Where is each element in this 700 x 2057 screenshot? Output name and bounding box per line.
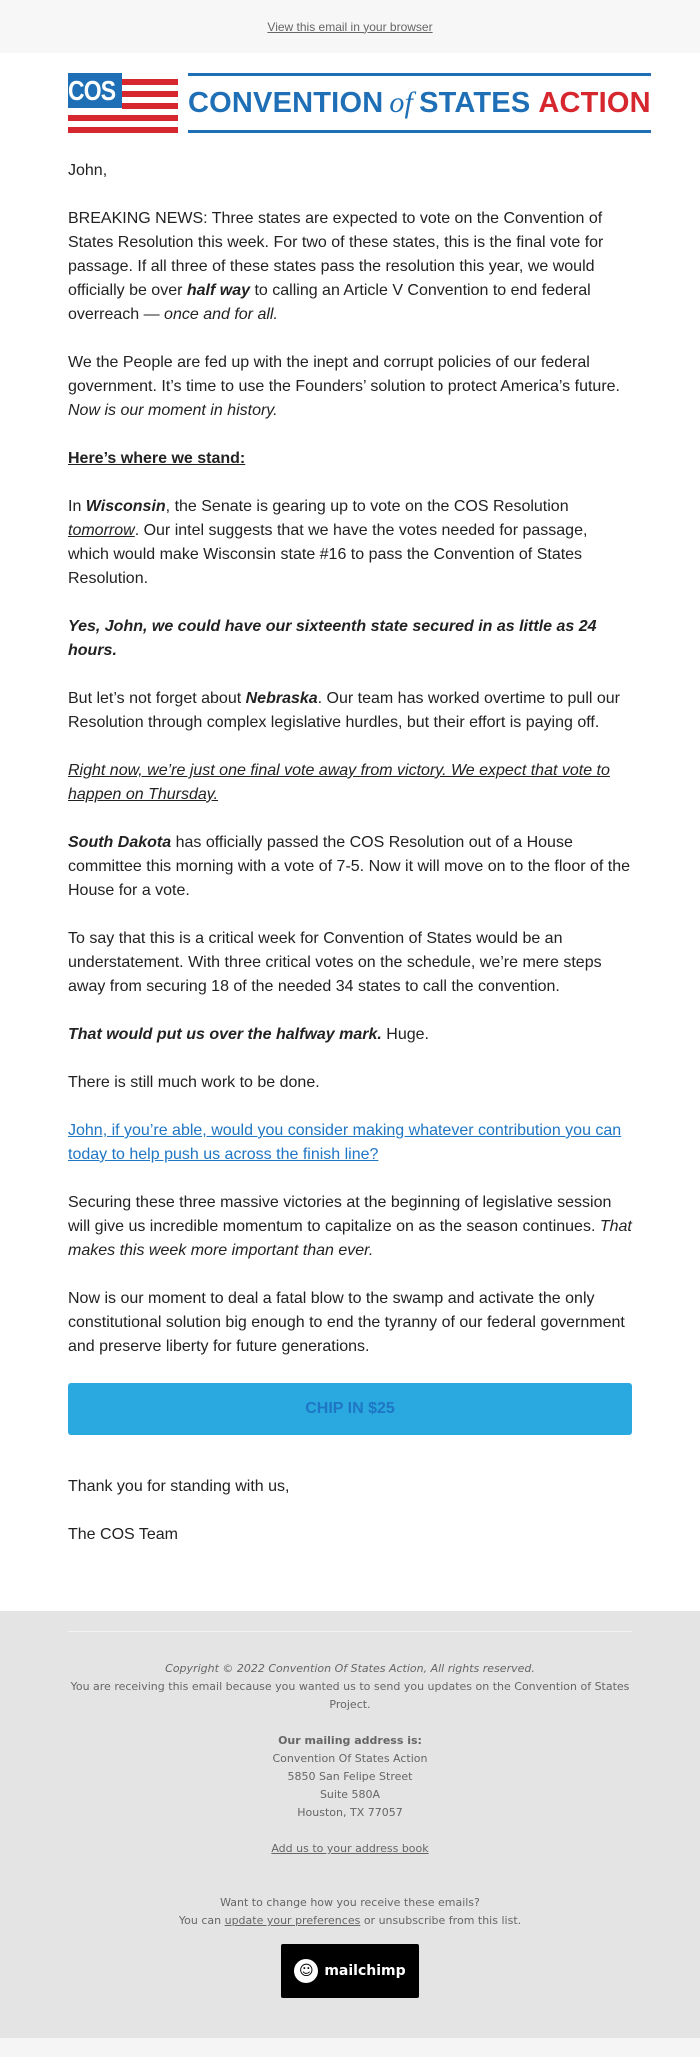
footer-copyright: Copyright © 2022 Convention Of States Action, All rights reserved. [165, 1662, 535, 1675]
greeting: John, [68, 162, 108, 179]
email-body [0, 53, 700, 1611]
paragraph-fatal-blow: Now is our moment to deal a fatal blow to the swamp and activate the only constitutional solution big enough to end the tyranny of our federal government and preserve liberty for future generations. [68, 1290, 625, 1355]
paragraph-final-vote: Right now, we’re just one final vote away from victory. We expect that vote to happen on Thursday. [68, 762, 610, 803]
paragraph-contribution-ask [68, 1119, 632, 1167]
signoff: The COS Team [68, 1526, 178, 1543]
address-line: Convention Of States Action [272, 1752, 428, 1765]
contribution-link[interactable]: John, if you’re able, would you consider making whatever contribution you can today to help push us across the finish line? [68, 1122, 622, 1163]
topbar [0, 0, 700, 53]
paragraph-we-the-people: We the People are fed up with the inept and corrupt policies of our federal government. It’s time to use the Founders’ solution to protect America’s future. Now is our moment in history. [68, 354, 620, 419]
view-in-browser-link[interactable]: View this email in your browser [267, 19, 433, 34]
address-line: 5850 San Felipe Street [287, 1770, 413, 1783]
wordmark-action: ACTION [538, 86, 651, 119]
footer-change-prompt: Want to change how you receive these emails? [220, 1896, 480, 1909]
flag-cos-text: COS [68, 75, 116, 106]
wordmark-convention: CONVENTION [188, 86, 384, 119]
paragraph-sixteenth-state: Yes, John, we could have our sixteenth state secured in as little as 24 hours. [68, 618, 597, 659]
address-line: Houston, TX 77057 [297, 1806, 403, 1819]
add-to-address-book-link[interactable]: Add us to your address book [271, 1842, 429, 1855]
bottom-strip [0, 2038, 700, 2057]
brand-logo[interactable] [68, 73, 651, 133]
chip-in-button[interactable]: CHIP IN $25 [68, 1383, 632, 1435]
flag-logo-icon [68, 73, 178, 133]
mailing-address-label: Our mailing address is: [278, 1734, 422, 1747]
brand-wordmark [188, 73, 651, 133]
paragraph-much-work: There is still much work to be done. [68, 1074, 320, 1091]
section-heading-where-we-stand: Here’s where we stand: [68, 450, 246, 467]
mailchimp-label: mailchimp [324, 1963, 406, 1979]
footer [0, 1611, 700, 2038]
mailchimp-badge[interactable] [281, 1944, 419, 1998]
paragraph-critical-week: To say that this is a critical week for Convention of States would be an understatement. With three critical votes on the schedule, we’re mere steps away from securing 18 of the needed 34 states to call the convention. [68, 930, 602, 995]
paragraph-wisconsin: In Wisconsin, the Senate is gearing up to vote on the COS Resolution tomorrow. Our intel suggests that we have the votes needed for passage, which would make Wisconsin state #16 to pass the Convention of States Resolution. [68, 498, 588, 587]
wordmark-states: STATES [419, 86, 531, 119]
footer-divider [68, 1631, 632, 1632]
paragraph-south-dakota: South Dakota has officially passed the COS Resolution out of a House committee this morning with a vote of 7-5. Now it will move on to the floor of the House for a vote. [68, 834, 631, 899]
message-text [68, 159, 632, 1547]
paragraph-halfway-mark: That would put us over the halfway mark. Huge. [68, 1026, 429, 1043]
paragraph-nebraska: But let’s not forget about Nebraska. Our team has worked overtime to pull our Resolution through complex legislative hurdles, but their effort is paying off. [68, 690, 621, 731]
wordmark-of: of [389, 86, 414, 119]
address-line: Suite 580A [319, 1788, 381, 1801]
thanks-line: Thank you for standing with us, [68, 1478, 290, 1495]
footer-reason: You are receiving this email because you wanted us to send you updates on the Convention of States Project. [70, 1680, 630, 1711]
paragraph-momentum: Securing these three massive victories at the beginning of legislative session will give us incredible momentum to capitalize on as the season continues. That makes this week more important than ever. [68, 1194, 632, 1259]
footer-preferences-line: You can update your preferences or unsubscribe from this list. [178, 1914, 522, 1927]
update-preferences-link[interactable]: update your preferences [224, 1914, 361, 1927]
mailchimp-monkey-icon: ☺ [294, 1959, 318, 1983]
paragraph-breaking-news: BREAKING NEWS: Three states are expected to vote on the Convention of States Resolution this week. For two of these states, this is the final vote for passage. If all three of these states pass the resolution this year, we would officially be over half way to calling an Article V Convention to end federal overreach — once and for all. [68, 210, 604, 323]
